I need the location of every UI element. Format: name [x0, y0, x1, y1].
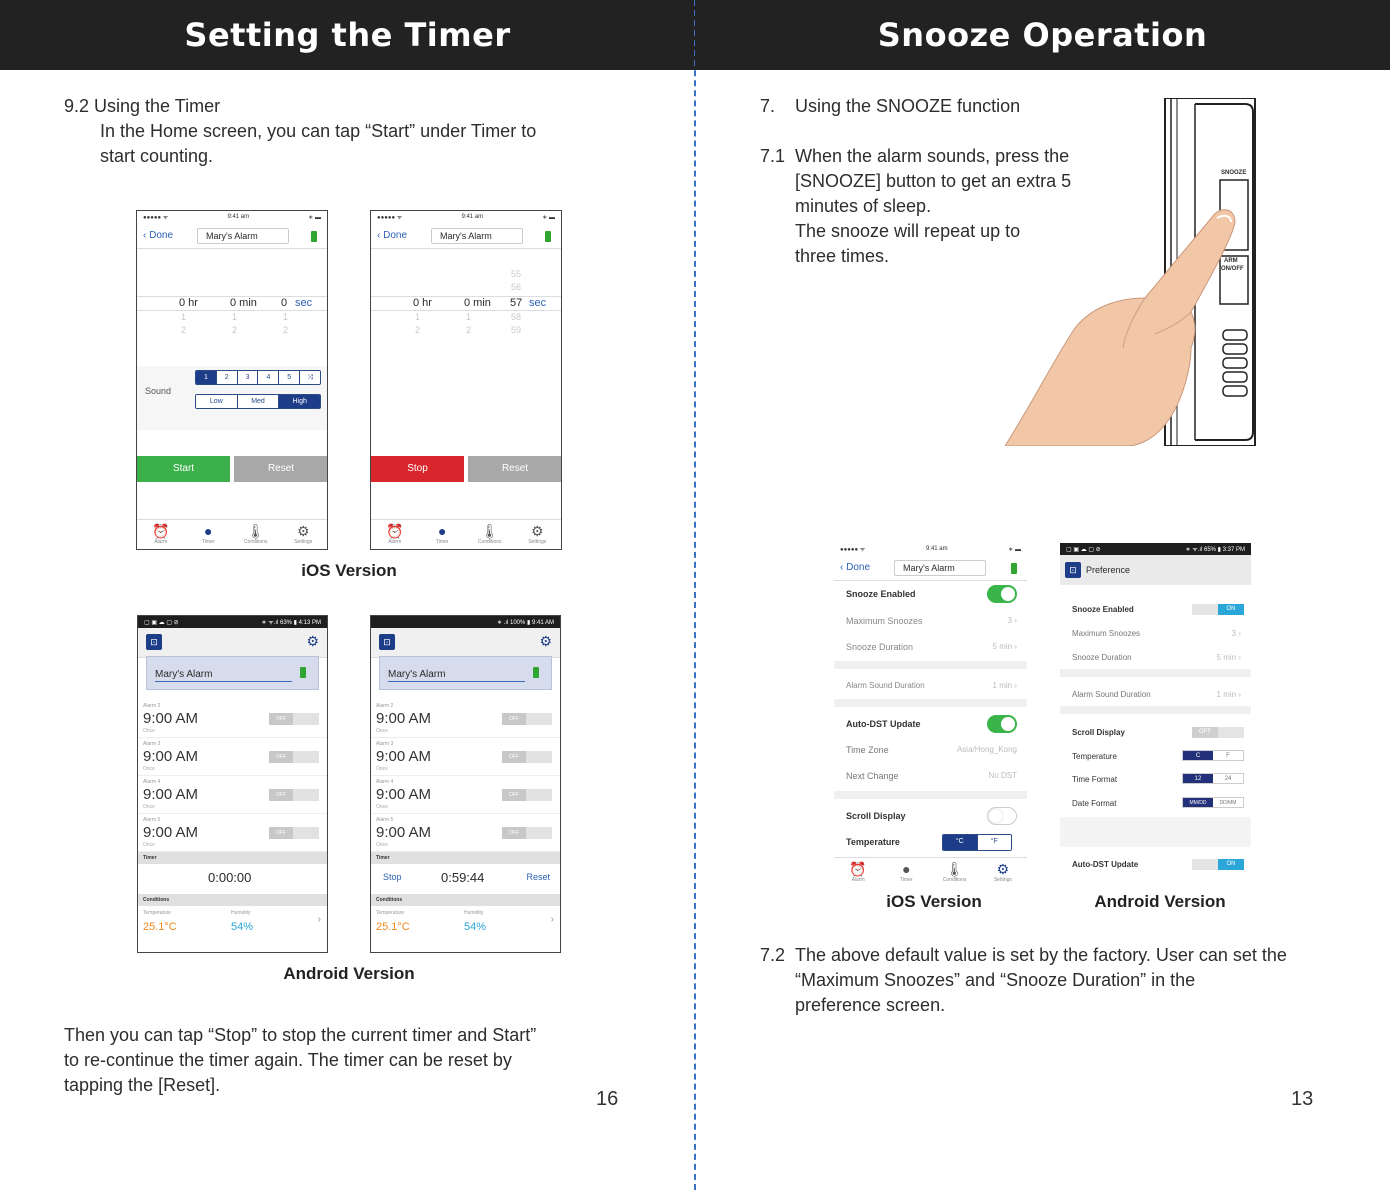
app-header [138, 628, 327, 658]
auto-dst-row: Auto-DST Update [834, 719, 1027, 729]
date-format-row: Date Format [1072, 799, 1117, 808]
alarm-toggle[interactable]: OFF [502, 827, 552, 839]
timer-row [371, 864, 560, 890]
tab-conditions[interactable]: 🌡 Conditions [931, 858, 979, 883]
time-format-switch[interactable]: 12 24 [1182, 773, 1244, 784]
tab-alarm[interactable]: ⏰ Alarm [371, 520, 419, 549]
conditions-row[interactable] [138, 906, 327, 944]
item-7-2-number: 7.2 [760, 945, 786, 965]
item-7-number: 7. [760, 96, 776, 116]
status-bar [371, 211, 561, 223]
status-bar [137, 211, 327, 223]
conditions-icon: 🌡 [945, 861, 964, 877]
tab-settings[interactable]: ⚙ Settings [280, 520, 328, 549]
hour-value: 0 hr [413, 297, 432, 309]
app-logo-icon: ⊡ [1065, 562, 1081, 578]
temperature-value: 25.1°C [143, 921, 177, 933]
alarm-repeat: Once [376, 766, 388, 772]
app-header [371, 628, 560, 658]
time-picker[interactable] [137, 251, 327, 366]
android-version-caption: Android Version [283, 964, 415, 983]
snooze-enabled-row: Snooze Enabled [1072, 605, 1134, 614]
minute-value: 0 min [230, 297, 257, 309]
temperature-value: 25.1°C [376, 921, 410, 933]
conditions-section-header: Conditions [138, 894, 327, 906]
volume-med[interactable]: Med [238, 395, 280, 408]
alarm-label: Alarm 5 [376, 817, 394, 823]
picker-next: 2 [232, 325, 238, 335]
picker-next: 1 [232, 312, 238, 322]
intro-text-line2: start counting. [100, 146, 214, 166]
conditions-section-header: Conditions [371, 894, 560, 906]
stop-button[interactable]: Stop [371, 456, 464, 482]
second-unit: sec [295, 297, 313, 309]
alarm-toggle[interactable]: OFF [269, 751, 319, 763]
sound-option[interactable]: 1 [196, 371, 217, 384]
outro-text-line2: to re-continue the timer again. The timer can be reset by [64, 1050, 512, 1070]
clock-snooze-label: SNOOZE [1221, 170, 1247, 176]
status-right: ∗ .ıl 100% ▮ 9:41 AM [496, 619, 554, 626]
snooze-enabled-toggle[interactable] [987, 585, 1017, 603]
volume-selector[interactable] [195, 394, 321, 409]
gear-icon: ⚙ [296, 523, 310, 539]
alarm-sound-duration-row[interactable]: Alarm Sound Duration 1 min › [1072, 690, 1241, 699]
item-7-text: Using the SNOOZE function [795, 96, 1021, 116]
scroll-display-row: Scroll Display [834, 811, 1027, 821]
second-value: 57 [510, 297, 523, 309]
temperature-unit-switch[interactable]: C F [1182, 750, 1244, 761]
alarm-title-field[interactable]: Mary's Alarm [431, 228, 523, 244]
reset-button[interactable]: Reset [468, 456, 562, 482]
timer-value: 0:00:00 [208, 870, 252, 885]
section-separator [1060, 706, 1251, 714]
tab-conditions[interactable]: 🌡 Conditions [232, 520, 280, 549]
section-title: 9.2 Using the Timer [64, 96, 221, 116]
tab-alarm[interactable]: ⏰ Alarm [834, 858, 882, 883]
tab-timer[interactable]: ● Timer [882, 858, 930, 883]
signal-indicator: ●●●●● ᯤ [840, 547, 866, 553]
alarm-repeat: Once [143, 728, 155, 734]
alarm-row[interactable] [138, 776, 327, 814]
ios-version-caption: iOS Version [886, 892, 982, 911]
tab-conditions[interactable]: 🌡 Conditions [466, 520, 514, 549]
status-bar [834, 543, 1027, 555]
status-bar [138, 616, 327, 628]
android-version-caption: Android Version [1094, 892, 1226, 911]
signal-indicator: ●●●●● ᯤ [143, 215, 169, 221]
alarm-time: 9:00 AM [143, 786, 199, 803]
fahrenheit-option[interactable]: °F [978, 835, 1012, 850]
auto-dst-toggle[interactable] [987, 715, 1017, 733]
alarm-toggle[interactable]: OFF [269, 713, 319, 725]
next-change-row: Next Change No DST [846, 771, 1017, 781]
humidity-label: Humidity [464, 910, 484, 916]
app-logo-icon: ⊡ [379, 634, 395, 650]
page-number: 13 [1291, 1088, 1314, 1110]
date-format-switch[interactable]: MM/DD DD/MM [1182, 797, 1244, 808]
chevron-right-icon: › [317, 914, 321, 925]
scroll-display-row: Scroll Display [1072, 728, 1125, 737]
ios-version-caption: iOS Version [301, 561, 397, 580]
hand-pressing-snooze-illustration [995, 98, 1260, 446]
alarm-title-field[interactable]: Mary's Alarm [197, 228, 289, 244]
alarm-label: Alarm 4 [143, 779, 161, 785]
section-separator [834, 791, 1027, 799]
sound-option[interactable]: 4 [258, 371, 279, 384]
timer-icon: ● [204, 523, 213, 539]
alarm-label: Alarm 3 [376, 741, 394, 747]
alarm-toggle[interactable]: OFF [502, 713, 552, 725]
preference-title: Preference [1086, 565, 1131, 575]
item-7-1-number: 7.1 [760, 146, 786, 166]
chevron-right-icon: › [550, 914, 554, 925]
alarm-repeat: Once [143, 766, 155, 772]
alarm-name-panel [146, 656, 319, 690]
max-snoozes-row[interactable]: Maximum Snoozes 3 › [1072, 629, 1241, 638]
conditions-row[interactable] [371, 906, 560, 944]
tab-settings[interactable]: ⚙ Settings [514, 520, 562, 549]
alarm-time: 9:00 AM [143, 748, 199, 765]
picker-next: 2 [181, 325, 187, 335]
snooze-duration-row[interactable]: Snooze Duration 5 min › [1072, 653, 1241, 662]
picker-next: 58 [511, 312, 522, 322]
battery-icon [545, 231, 551, 242]
conditions-icon: 🌡 [480, 523, 499, 539]
gear-icon: ⚙ [996, 861, 1010, 877]
notification-icons: ▢ ▣ ☁ ▢ ⊘ [144, 619, 179, 626]
clock-alarm-label-line1: ARM [1224, 258, 1238, 264]
item-7-2-line1: The above default value is set by the factory. User can set the [795, 945, 1287, 965]
alarm-repeat: Once [376, 728, 388, 734]
temperature-label: Temperature [376, 910, 405, 916]
scroll-display-toggle[interactable] [987, 807, 1017, 825]
signal-indicator: ●●●●● ᯤ [377, 215, 403, 221]
status-time: 9:41 am [925, 546, 948, 552]
alarm-toggle[interactable]: OFF [502, 789, 552, 801]
temperature-row: Temperature [846, 837, 900, 847]
max-snoozes-row[interactable]: Maximum Snoozes 3 › [846, 616, 1017, 626]
alarm-clock-icon: ⏰ [849, 861, 867, 877]
battery-icon [311, 231, 317, 242]
android-home-screen-running [370, 615, 561, 953]
second-unit: sec [529, 297, 547, 309]
tab-settings[interactable]: ⚙ Settings [979, 858, 1027, 883]
timer-section-header: Timer [138, 852, 327, 864]
status-time: 9:41 am [227, 214, 250, 220]
alarm-label: Alarm 3 [143, 741, 161, 747]
done-button[interactable]: ‹ Done [377, 230, 408, 241]
android-home-screen-idle [137, 615, 328, 953]
alarm-time: 9:00 AM [143, 710, 199, 727]
alarm-name-field[interactable]: Mary's Alarm [155, 669, 292, 682]
tab-bar [834, 857, 1027, 883]
alarm-label: Alarm 2 [143, 703, 161, 709]
volume-high[interactable]: High [279, 395, 320, 408]
ios-timer-screen-idle [136, 210, 328, 550]
snooze-enabled-row: Snooze Enabled [834, 589, 1027, 599]
section-separator [834, 699, 1027, 707]
section-separator [1060, 669, 1251, 677]
section-separator [834, 661, 1027, 669]
alarm-time: 9:00 AM [376, 786, 432, 803]
clock-alarm-label-line2: ON/OFF [1221, 266, 1244, 272]
battery-icon [533, 667, 539, 678]
alarm-repeat: Once [143, 842, 155, 848]
volume-low[interactable]: Low [196, 395, 238, 408]
tab-timer[interactable]: ● Timer [419, 520, 467, 549]
temperature-row: Temperature [1072, 752, 1117, 761]
alarm-toggle[interactable]: OFF [502, 751, 552, 763]
alarm-time: 9:00 AM [143, 824, 199, 841]
alarm-toggle[interactable]: OFF [269, 827, 319, 839]
alarm-time: 9:00 AM [376, 824, 432, 841]
alarm-name-field[interactable]: Mary's Alarm [388, 669, 525, 682]
hour-value: 0 hr [179, 297, 198, 309]
item-7-1-line2: [SNOOZE] button to get an extra 5 [795, 171, 1072, 191]
gear-icon[interactable]: ⚙ [306, 633, 319, 649]
temperature-unit-selector[interactable] [942, 834, 1012, 851]
sound-selector[interactable] [195, 370, 321, 385]
alarm-row[interactable] [371, 814, 560, 852]
alarm-row[interactable] [138, 814, 327, 852]
battery-indicator: ∗ ▬ [308, 214, 321, 221]
humidity-value: 54% [464, 921, 487, 933]
alarm-sound-duration-row[interactable]: Alarm Sound Duration 1 min › [846, 681, 1017, 690]
timer-value: 0:59:44 [441, 870, 485, 885]
battery-indicator: ∗ ▬ [542, 214, 555, 221]
right-page [695, 0, 1390, 1190]
nav-bar [834, 555, 1027, 581]
picker-next: 1 [283, 312, 289, 322]
timer-icon: ● [438, 523, 447, 539]
outro-text-line1: Then you can tap “Stop” to stop the current timer and Start” [64, 1025, 537, 1045]
tab-bar [137, 519, 327, 549]
sound-option[interactable]: 3 [238, 371, 259, 384]
left-page-header: Setting the Timer [0, 0, 695, 70]
time-format-row: Time Format [1072, 775, 1118, 784]
scroll-display-switch[interactable]: OFF [1192, 727, 1244, 738]
reset-button[interactable]: Reset [234, 456, 328, 482]
preference-header [1060, 555, 1251, 585]
timer-icon: ● [902, 861, 911, 877]
status-bar [371, 616, 560, 628]
auto-dst-row: Auto-DST Update [1072, 860, 1139, 869]
tab-timer[interactable]: ● Timer [185, 520, 233, 549]
sound-panel [137, 366, 327, 430]
nav-bar [137, 223, 327, 249]
done-button[interactable]: ‹ Done [840, 562, 871, 573]
app-logo-icon: ⊡ [146, 634, 162, 650]
picker-prev: 56 [511, 282, 522, 292]
temperature-label: Temperature [143, 910, 172, 916]
alarm-row[interactable] [371, 776, 560, 814]
celsius-option[interactable]: °C [943, 835, 978, 850]
picker-next: 2 [466, 325, 472, 335]
status-bar [1060, 543, 1251, 555]
ios-snooze-settings-screen [834, 543, 1027, 883]
shuffle-icon[interactable]: ⤨ [300, 371, 320, 384]
status-right: ∗ ᯤ.ıl 65% ▮ 3:37 PM [1185, 547, 1245, 553]
alarm-time: 9:00 AM [376, 748, 432, 765]
snooze-duration-row[interactable]: Snooze Duration 5 min › [846, 642, 1017, 652]
alarm-clock-icon: ⏰ [152, 523, 170, 539]
timer-section-header: Timer [371, 852, 560, 864]
alarm-row[interactable] [138, 738, 327, 776]
gear-icon[interactable]: ⚙ [539, 633, 552, 649]
sound-option[interactable]: 2 [217, 371, 238, 384]
time-zone-row[interactable]: Time Zone Asia/Hong_Kong [846, 745, 1017, 755]
snooze-enabled-switch[interactable]: ON [1192, 604, 1244, 615]
picker-next: 1 [466, 312, 472, 322]
item-7-2-line3: preference screen. [795, 995, 946, 1015]
gear-icon: ⚙ [530, 523, 544, 539]
alarm-row[interactable] [371, 700, 560, 738]
outro-text-line3: tapping the [Reset]. [64, 1075, 221, 1095]
alarm-row[interactable] [371, 738, 560, 776]
picker-next: 1 [181, 312, 187, 322]
start-button[interactable]: Start [137, 456, 230, 482]
alarm-time: 9:00 AM [376, 710, 432, 727]
auto-dst-switch[interactable]: ON [1192, 859, 1244, 870]
snooze-button-illustration [995, 98, 1260, 446]
status-time: 9:41 am [461, 214, 484, 220]
alarm-clock-icon: ⏰ [386, 523, 404, 539]
alarm-label: Alarm 5 [143, 817, 161, 823]
alarm-label: Alarm 4 [376, 779, 394, 785]
picker-prev: 55 [511, 269, 522, 279]
picker-next: 59 [511, 325, 522, 335]
item-7-1-line3: minutes of sleep. [795, 196, 932, 216]
time-picker[interactable] [371, 251, 561, 366]
battery-icon [300, 667, 306, 678]
nav-bar [371, 223, 561, 249]
humidity-label: Humidity [231, 910, 251, 916]
picker-next: 2 [283, 325, 289, 335]
status-right: ∗ ᯤ.ıl 63% ▮ 4:13 PM [261, 620, 321, 626]
timer-stop-button[interactable]: Stop [383, 872, 402, 882]
item-7-1-line1: When the alarm sounds, press the [795, 146, 1070, 166]
minute-value: 0 min [464, 297, 491, 309]
page-number: 16 [596, 1088, 619, 1110]
alarm-repeat: Once [376, 842, 388, 848]
sound-label: Sound [145, 386, 172, 396]
item-7-1-line5: three times. [795, 246, 890, 266]
tab-alarm[interactable]: ⏰ Alarm [137, 520, 185, 549]
humidity-value: 54% [231, 921, 254, 933]
alarm-repeat: Once [143, 804, 155, 810]
intro-text-line1: In the Home screen, you can tap “Start” under Timer to [100, 121, 537, 141]
android-preference-screen [1060, 543, 1251, 883]
picker-next: 2 [415, 325, 421, 335]
sound-option[interactable]: 5 [279, 371, 300, 384]
conditions-icon: 🌡 [246, 523, 265, 539]
second-value: 0 [281, 297, 288, 309]
alarm-toggle[interactable]: OFF [269, 789, 319, 801]
section-separator [1060, 817, 1251, 847]
timer-reset-button[interactable]: Reset [526, 872, 550, 882]
alarm-name-panel [379, 656, 552, 690]
tab-bar [371, 519, 561, 549]
battery-icon [1011, 563, 1017, 574]
alarm-row[interactable] [138, 700, 327, 738]
item-7-2-line2: “Maximum Snoozes” and “Snooze Duration” in the [795, 970, 1196, 990]
alarm-repeat: Once [376, 804, 388, 810]
ios-timer-screen-running [370, 210, 562, 550]
done-button[interactable]: ‹ Done [143, 230, 174, 241]
alarm-label: Alarm 2 [376, 703, 394, 709]
battery-indicator: ∗ ▬ [1008, 546, 1021, 553]
right-page-header: Snooze Operation [695, 0, 1390, 70]
item-7-1-line4: The snooze will repeat up to [795, 221, 1021, 241]
timer-row [138, 864, 327, 890]
alarm-title-field[interactable]: Mary's Alarm [894, 560, 986, 576]
notification-icons: ▢ ▣ ☁ ▢ ⊘ [1066, 546, 1101, 553]
picker-next: 1 [415, 312, 421, 322]
